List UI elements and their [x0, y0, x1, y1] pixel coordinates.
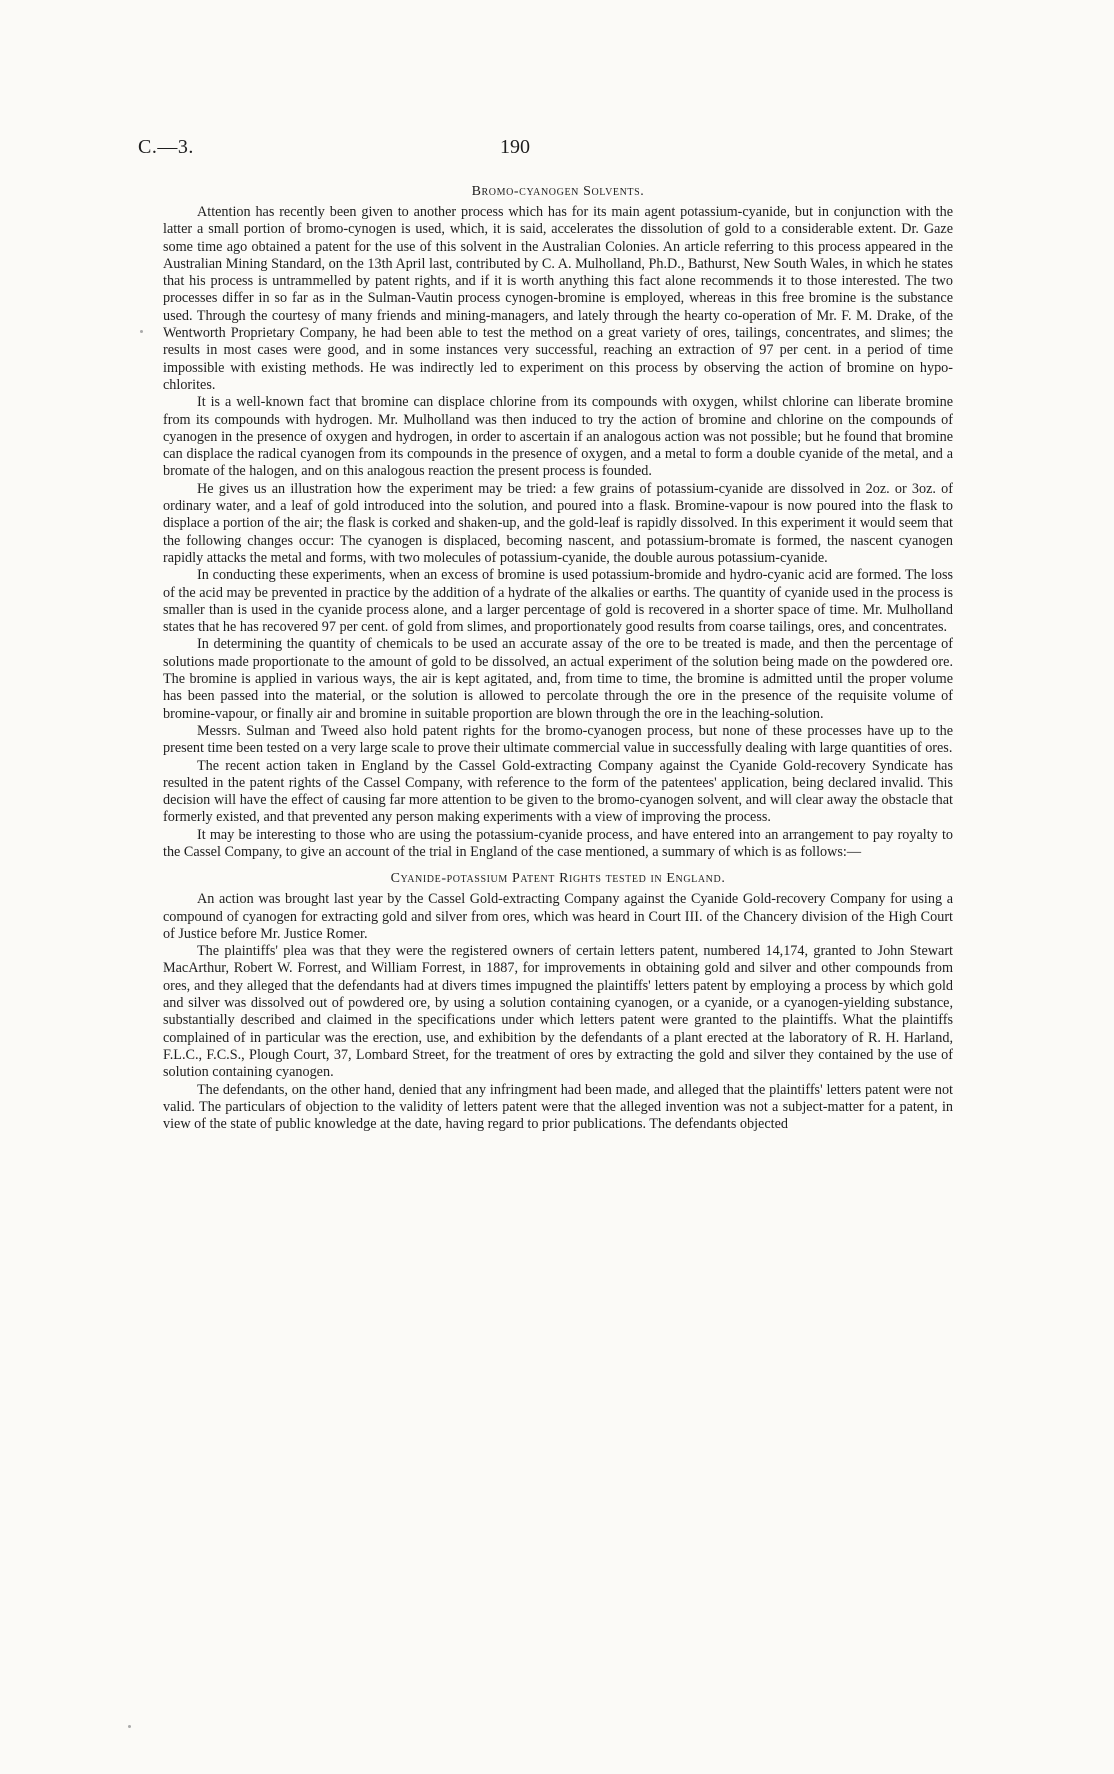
- paragraph: Attention has recently been given to another process which has for its main agent potassium-cyanide, but in conjunction with the latter a small portion of bromo-cynogen is used, which, it is said, accelerates the dissolution of gold to a considerable extent. Dr. Gaze some time ago obtained a patent for the use of this solvent in the Australian Colonies. An article referring to this process appeared in the Australian Mining Standard, on the 13th April last, contributed by C. A. Mulholland, Ph.D., Bathurst, New South Wales, in which he states that his process is untrammelled by patent rights, and if it is worth anything this fact alone recommends it to those interested. The two processes differ in so far as in the Sulman-Vautin process cynogen-bromine is employed, whereas in this free bromine is the substance used. Through the courtesy of many friends and mining-managers, and lately through the hearty co-operation of Mr. F. M. Drake, of the Wentworth Proprietary Company, he had been able to test the method on a great variety of ores, tailings, concentrates, and slimes; the results in most cases were good, and in some instances very successful, reaching an extraction of 97 per cent. in a period of time impossible with existing methods. He was indirectly led to experiment on this process by observing the action of bromine on hypo-chlorites.: [163, 204, 953, 393]
- paragraph: An action was brought last year by the Cassel Gold-extracting Company against the Cyanide Gold-recovery Company for using a compound of cyanogen for extracting gold and silver from ores, which was heard in Court III. of the Chancery division of the High Court of Justice before Mr. Justice Romer.: [163, 891, 953, 942]
- scan-speck: [140, 330, 143, 333]
- section-reference: C.—3.: [138, 136, 194, 158]
- paragraph: It may be interesting to those who are using the potassium-cyanide process, and have entered into an arrangement to pay royalty to the Cassel Company, to give an account of the trial in England of the case mentioned, a summary of which is as follows:—: [163, 826, 953, 860]
- section-heading-patent-rights: Cyanide-potassium Patent Rights tested in England.: [390, 871, 726, 887]
- scan-speck: [128, 1725, 131, 1728]
- paragraph: The plaintiffs' plea was that they were the registered owners of certain letters patent, numbered 14,174, granted to John Stewart MacArthur, Robert W. Forrest, and William Forrest, in 1887, for improvements in obtaining gold and silver and other compounds from ores, and they alleged that the defendants had at divers times impugned the plaintiffs' letters patent by employing a process by which gold and silver was dissolved out of powdered ore, by using a solution containing cyanogen, or a cyanide, or a cyanogen-yielding substance, substantially described and claimed in the specifications under which letters patent were granted to the plaintiffs. What the plaintiffs complained of in particular was the erection, use, and exhibition by the defendants of a plant erected at the laboratory of R. H. Harland, F.L.C., F.C.S., Plough Court, 37, Lombard Street, for the treatment of ores by extracting the gold and silver they contained by the use of solution containing cyanogen.: [163, 943, 953, 1081]
- paragraph: In determining the quantity of chemicals to be used an accurate assay of the ore to be treated is made, and then the percentage of solutions made proportionate to the amount of gold to be dissolved, an actual experiment of the solution being made on the powdered ore. The bromine is applied in various ways, the air is kept agitated, and, from time to time, the bromine is admitted until the proper volume has been passed into the material, or the solution is allowed to percolate through the ore in the presence of the requisite volume of bromine-vapour, or finally air and bromine in suitable proportion are blown through the ore in the leaching-solution.: [163, 636, 953, 722]
- paragraph: Messrs. Sulman and Tweed also hold patent rights for the bromo-cyanogen process, but none of these processes have up to the present time been tested on a very large scale to prove their ultimate commercial value in successfully dealing with large quantities of ores.: [163, 722, 953, 757]
- paragraph: He gives us an illustration how the experiment may be tried: a few grains of potassium-cyanide are dissolved in 2oz. or 3oz. of ordinary water, and a leaf of gold introduced into the solution, and poured into a flask. Bromine-vapour is now poured into the flask to displace a portion of the air; the flask is corked and shaken-up, and the gold-leaf is rapidly dissolved. In this experiment it would seem that the following changes occur: The cyanogen is displaced, becoming nascent, and potassium-bromate is formed, the nascent cyanogen rapidly attacks the metal and forms, with two molecules of potassium-cyanide, the double aurous potassium-cyanide.: [163, 480, 953, 566]
- paragraph: It is a well-known fact that bromine can displace chlorine from its compounds with oxygen, whilst chlorine can liberate bromine from its compounds with hydrogen. Mr. Mulholland was then induced to try the action of bromine and chlorine on the compounds of cyanogen in the presence of oxygen and hydrogen, in order to ascertain if an analogous action was not possible; but he found that bromine can displace the radical cyanogen from its compounds in the presence of oxygen, and a metal to form a double cyanide of the metal, and a bromate of the halogen, and on this analogous reaction the present process is founded.: [163, 394, 953, 480]
- body-text-column: [163, 184, 953, 1133]
- paragraph: The recent action taken in England by the Cassel Gold-extracting Company against the Cyanide Gold-recovery Syndicate has resulted in the patent rights of the Cassel Company, with reference to the form of the patentees' application, being declared invalid. This decision will have the effect of causing far more attention to be given to the bromo-cyanogen solvent, and will clear away the obstacle that formerly existed, and that prevented any person making experiments with a view of improving the process.: [163, 757, 953, 826]
- paragraph: The defendants, on the other hand, denied that any infringment had been made, and alleged that the plaintiffs' letters patent were not valid. The particulars of objection to the validity of letters patent were that the alleged invention was not a subject-matter for a patent, in view of the state of public knowledge at the date, having regard to prior publications. The defendants objected: [163, 1081, 953, 1133]
- paragraph: In conducting these experiments, when an excess of bromine is used potassium-bromide and hydro-cyanic acid are formed. The loss of the acid may be prevented in practice by the addition of a hydrate of the alkalies or earths. The quantity of cyanide used in the process is smaller than is used in the cyanide process alone, and a larger percentage of gold is recovered in a shorter space of time. Mr. Mulholland states that he has recovered 97 per cent. of gold from slimes, and proportionately good results from coarse tailings, ores, and concentrates.: [163, 567, 953, 636]
- section-heading-bromo-cyanogen: Bromo-cyanogen Solvents.: [471, 184, 645, 199]
- page-number: 190: [500, 136, 530, 158]
